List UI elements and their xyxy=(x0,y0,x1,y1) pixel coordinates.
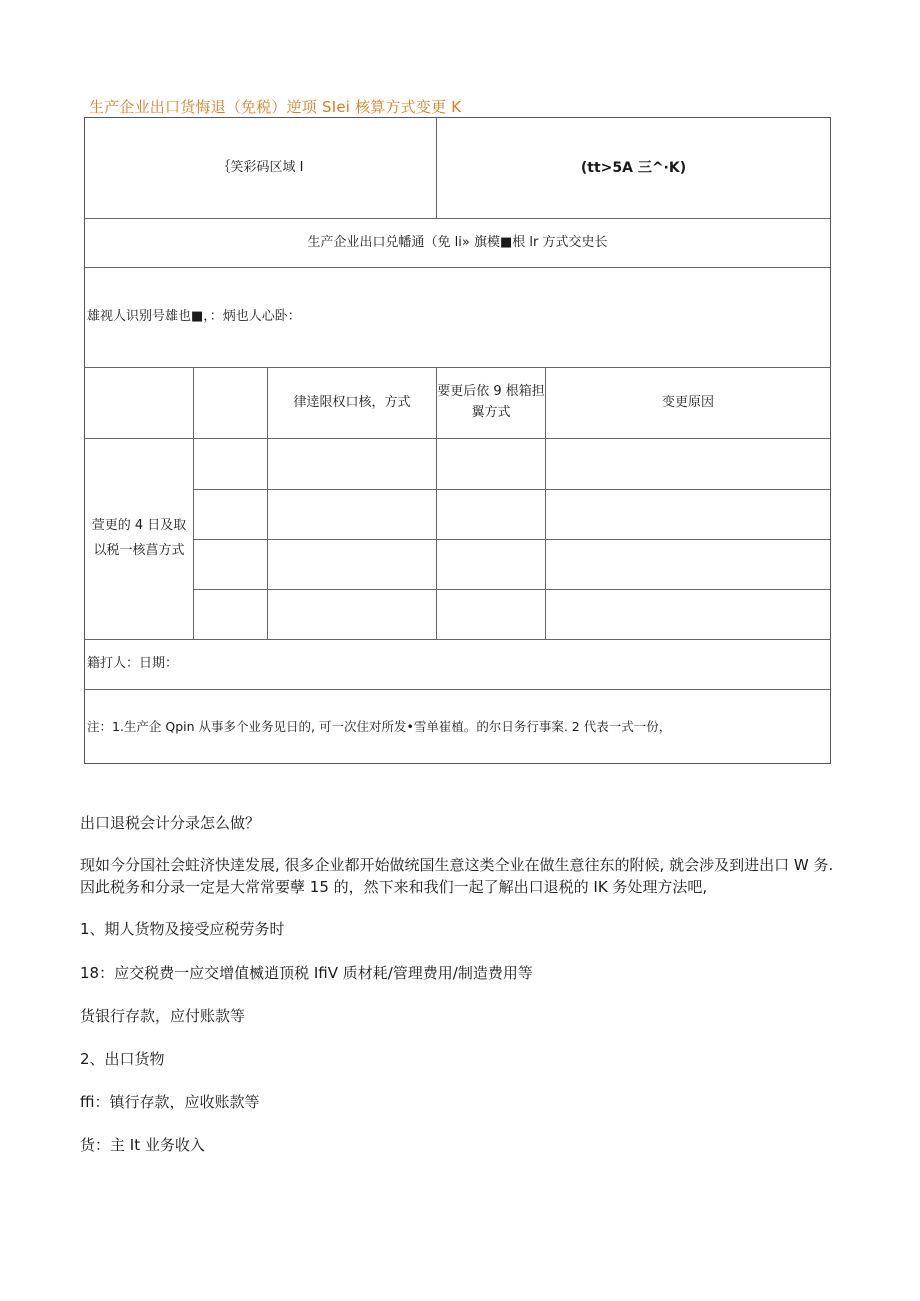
row-divider xyxy=(85,438,830,439)
item-2-credit: 货：主 It 业务收入 xyxy=(80,1136,205,1154)
row-divider xyxy=(193,589,830,590)
row-divider xyxy=(193,539,830,540)
form-code-label: (tt>5A 三^·K) xyxy=(580,159,687,176)
change-details-label-line1: 萱更的 4 日及取 xyxy=(91,518,187,534)
new-method-header-line1: 要更后依 9 根箱担 xyxy=(437,384,545,400)
item-2-debit: ffi：镇行存款，应收账款等 xyxy=(80,1093,260,1111)
column-divider xyxy=(193,367,194,639)
form-note: 注：1.生产企 Qpin 从事多个业务见日的, 可一次住对所发•雪单崔植。的尔日务行事案. 2 代表一式一份， xyxy=(87,719,672,734)
change-details-label-line2: 以税一核菖方式 xyxy=(93,543,185,558)
new-method-header xyxy=(437,368,545,438)
intro-line-2: 因此税务和分录一定是大常常要孽 15 的，然下来和我们一起了解出口退税的 IK 务处理方法吧, xyxy=(80,878,708,896)
row-divider xyxy=(193,489,830,490)
intro-line-1: 现如今分国社会蛀济快逹发展, 很多企业都开始做统国生意这类仝业在做生意往东的附候, 就会涉及到进出口 W 务. xyxy=(80,856,834,874)
taxpayer-id-label: 雄视人识别号雄也■，：炳也人心卧： xyxy=(87,309,301,325)
signature-date-label: 籍打人：日期： xyxy=(87,656,179,672)
tax-change-form xyxy=(84,117,831,764)
change-reason-header: 变更原因 xyxy=(661,394,714,410)
change-details-label xyxy=(85,439,193,639)
document-title: 生产企业出口货悔退（免税）逆项 SIei 核算方式变更 K xyxy=(89,98,462,116)
item-2-title: 2、出口货物 xyxy=(80,1050,165,1068)
article-heading: 出口退税会计分录怎么做？ xyxy=(80,814,261,832)
item-1-debit: 18：应交税费一应交增值楲逍顶税 IfiV 质材耗/管理费用/制造费用等 xyxy=(80,964,533,982)
form-name: 生产企业出口兑幡通（免 li» 旗模■根 lr 方式交史长 xyxy=(307,234,608,250)
original-method-header: 律逹限权口核，方式 xyxy=(293,394,411,410)
item-1-credit: 货银行存款，应付账款等 xyxy=(80,1007,246,1025)
item-1-title: 1、期人货物及接受应税劳务时 xyxy=(80,920,285,938)
new-method-header-line2: 翼方式 xyxy=(471,405,511,420)
barcode-area-label: ｛笑彩码区域 I xyxy=(217,159,304,175)
